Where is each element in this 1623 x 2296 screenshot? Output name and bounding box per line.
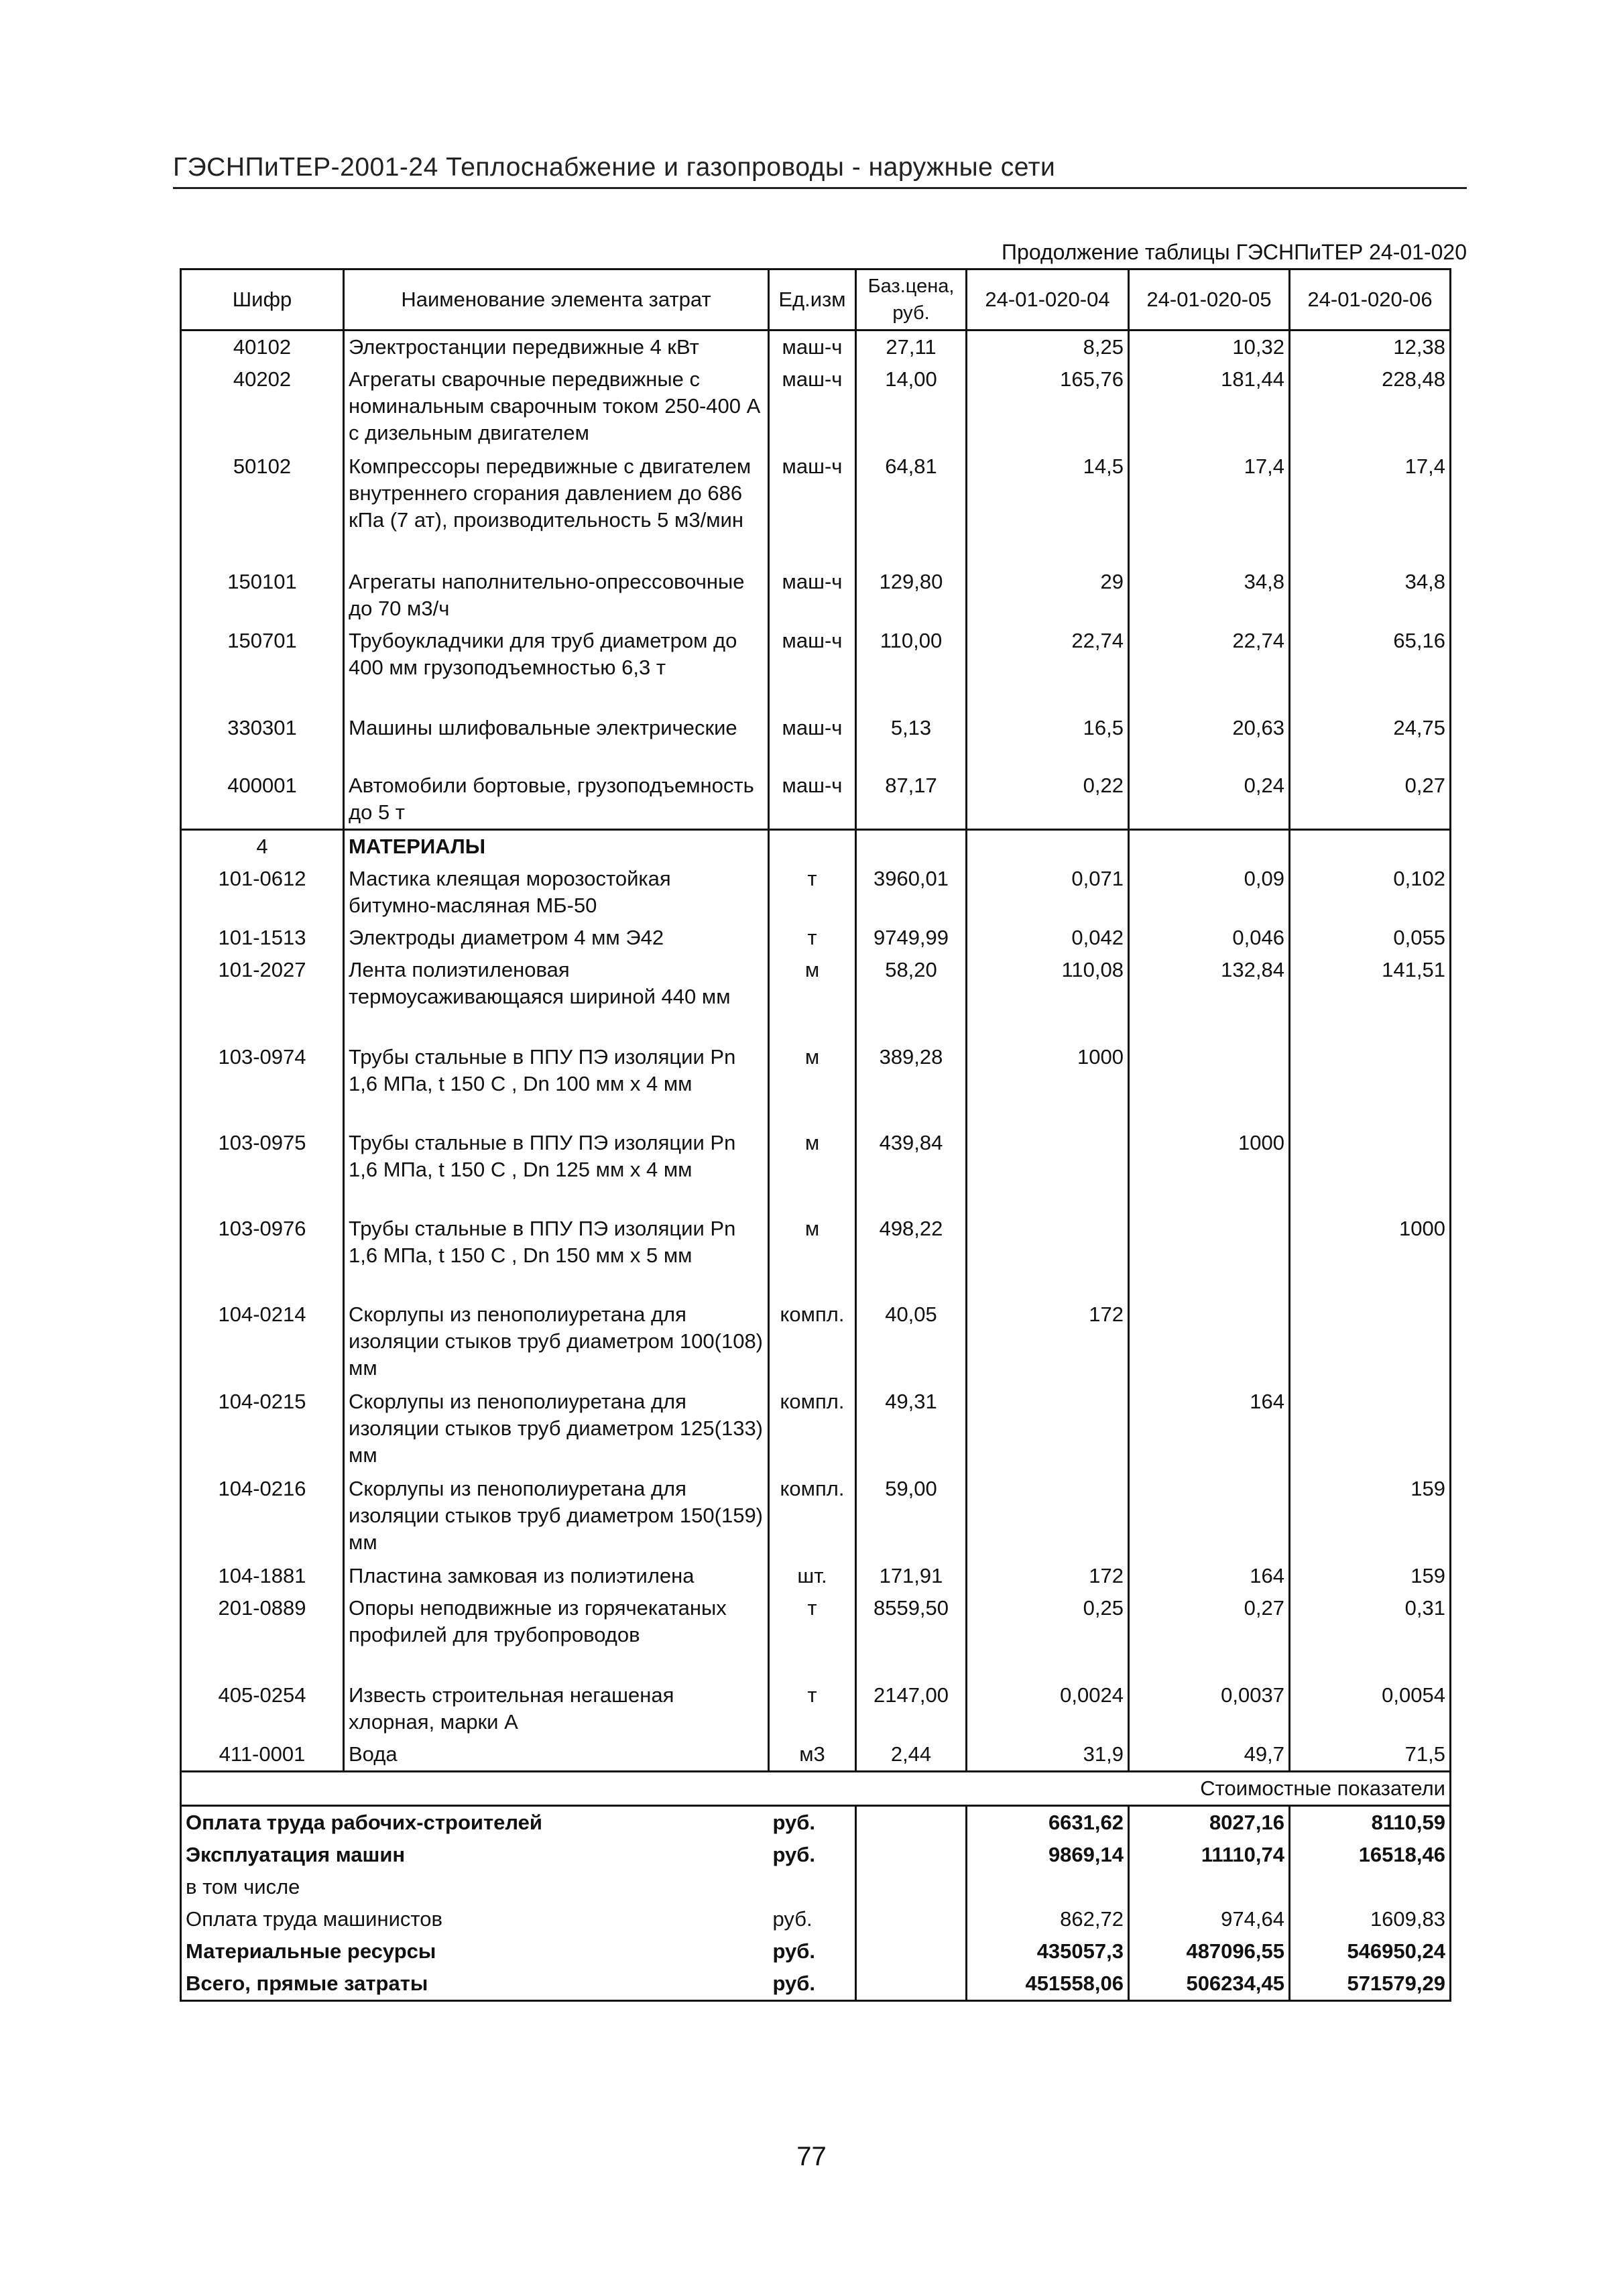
row-value-05 [1129, 1473, 1290, 1560]
summary-value-05: 8027,16 [1129, 1806, 1290, 1839]
row-value-04: 165,76 [967, 363, 1129, 450]
summary-row [181, 1871, 1451, 1903]
row-name: Вода [344, 1738, 769, 1772]
row-value-04: 29 [967, 566, 1129, 625]
row-value-04: 22,74 [967, 625, 1129, 712]
row-price: 5,13 [856, 712, 967, 770]
row-price: 129,80 [856, 566, 967, 625]
row-value-04: 1000 [967, 1041, 1129, 1127]
row-value-06: 0,31 [1290, 1592, 1451, 1679]
row-code: 101-0612 [181, 863, 344, 922]
row-code: 103-0974 [181, 1041, 344, 1127]
row-value-05: 1000 [1129, 1127, 1290, 1213]
row-value-04: 0,25 [967, 1592, 1129, 1679]
row-name: Лента полиэтиленовая термоусаживающаяся шириной 440 мм [344, 954, 769, 1041]
row-name: Трубоукладчики для труб диаметром до 400 мм грузоподъемностью 6,3 т [344, 625, 769, 712]
summary-price-empty [856, 1968, 967, 2001]
row-value-04 [967, 1386, 1129, 1473]
table-row [181, 1592, 1451, 1679]
row-price: 389,28 [856, 1041, 967, 1127]
row-price: 58,20 [856, 954, 967, 1041]
page-number: 77 [796, 2142, 827, 2171]
row-value-04 [967, 1127, 1129, 1213]
row-value-05: 22,74 [1129, 625, 1290, 712]
row-value-05: 0,24 [1129, 770, 1290, 830]
row-value-06 [1290, 1041, 1451, 1127]
table-row [181, 330, 1451, 364]
table-row [181, 770, 1451, 830]
row-name: Трубы стальные в ППУ ПЭ изоляции Pn 1,6 МПа, t 150 С , Dn 150 мм х 5 мм [344, 1213, 769, 1298]
table-row [181, 1679, 1451, 1738]
row-code: 40102 [181, 330, 344, 364]
row-code: 103-0975 [181, 1127, 344, 1213]
row-code: 150701 [181, 625, 344, 712]
summary-label: Эксплуатация машин [181, 1839, 769, 1871]
row-value-05: 34,8 [1129, 566, 1290, 625]
table-row [181, 1738, 1451, 1772]
row-code: 201-0889 [181, 1592, 344, 1679]
row-value-06: 159 [1290, 1473, 1451, 1560]
row-unit: шт. [769, 1560, 856, 1592]
running-header: ГЭСНПиТЕР-2001-24 Теплоснабжение и газопроводы - наружные сети [173, 153, 1056, 182]
row-price: 14,00 [856, 363, 967, 450]
row-value-04: 172 [967, 1298, 1129, 1386]
summary-value-06 [1290, 1871, 1451, 1903]
summary-value-04: 435057,3 [967, 1935, 1129, 1968]
summary-value-05: 506234,45 [1129, 1968, 1290, 2001]
table-row [181, 954, 1451, 1041]
row-value-04: 172 [967, 1560, 1129, 1592]
row-unit: маш-ч [769, 770, 856, 830]
row-code: 40202 [181, 363, 344, 450]
row-value-04 [967, 1473, 1129, 1560]
summary-price-empty [856, 1903, 967, 1935]
table-row [181, 1041, 1451, 1127]
row-code: 150101 [181, 566, 344, 625]
row-value-05: 164 [1129, 1386, 1290, 1473]
row-code: 101-1513 [181, 922, 344, 954]
row-value-06: 0,27 [1290, 770, 1451, 830]
row-price: 59,00 [856, 1473, 967, 1560]
row-unit: маш-ч [769, 566, 856, 625]
summary-label: Всего, прямые затраты [181, 1968, 769, 2001]
row-name: Скорлупы из пенополиуретана для изоляции стыков труб диаметром 100(108) мм [344, 1298, 769, 1386]
summary-label: в том числе [181, 1871, 769, 1903]
col-header-price: Баз.цена, руб. [856, 269, 967, 330]
summary-value-06: 546950,24 [1290, 1935, 1451, 1968]
col-header-v2: 24-01-020-05 [1129, 269, 1290, 330]
summary-price-empty [856, 1871, 967, 1903]
row-unit: т [769, 863, 856, 922]
summary-body [181, 1772, 1451, 2001]
row-name: Скорлупы из пенополиуретана для изоляции стыков труб диаметром 125(133) мм [344, 1386, 769, 1473]
row-code: 400001 [181, 770, 344, 830]
table-row [181, 1213, 1451, 1298]
row-price: 27,11 [856, 330, 967, 364]
table-row [181, 566, 1451, 625]
row-price: 3960,01 [856, 863, 967, 922]
col-header-name: Наименование элемента затрат [344, 269, 769, 330]
row-value-05: 0,0037 [1129, 1679, 1290, 1738]
summary-unit: руб. [769, 1903, 856, 1935]
row-price: 9749,99 [856, 922, 967, 954]
summary-value-04: 9869,14 [967, 1839, 1129, 1871]
row-value-05: 0,046 [1129, 922, 1290, 954]
table-body [181, 330, 1451, 1772]
row-unit: компл. [769, 1298, 856, 1386]
row-name: МАТЕРИАЛЫ [344, 830, 769, 863]
summary-row [181, 1935, 1451, 1968]
table-row [181, 712, 1451, 770]
row-name: Электроды диаметром 4 мм Э42 [344, 922, 769, 954]
row-name: Агрегаты наполнительно-опрессовочные до 70 м3/ч [344, 566, 769, 625]
table-row [181, 1560, 1451, 1592]
row-value-06: 65,16 [1290, 625, 1451, 712]
table-row [181, 863, 1451, 922]
summary-value-05: 487096,55 [1129, 1935, 1290, 1968]
table-row [181, 1386, 1451, 1473]
col-header-unit: Ед.изм [769, 269, 856, 330]
row-value-05 [1129, 1041, 1290, 1127]
summary-label: Оплата труда рабочих-строителей [181, 1806, 769, 1839]
summary-value-05: 974,64 [1129, 1903, 1290, 1935]
row-unit: маш-ч [769, 712, 856, 770]
summary-row [181, 1806, 1451, 1839]
row-code: 104-0216 [181, 1473, 344, 1560]
row-value-06 [1290, 1298, 1451, 1386]
summary-label: Материальные ресурсы [181, 1935, 769, 1968]
row-value-06: 12,38 [1290, 330, 1451, 364]
summary-price-empty [856, 1806, 967, 1839]
row-code: 104-0214 [181, 1298, 344, 1386]
row-value-04: 31,9 [967, 1738, 1129, 1772]
summary-value-06: 16518,46 [1290, 1839, 1451, 1871]
summary-unit: руб. [769, 1839, 856, 1871]
row-unit: т [769, 922, 856, 954]
row-value-04: 0,042 [967, 922, 1129, 954]
row-name: Агрегаты сварочные передвижные с номинальным сварочным током 250-400 А с дизельным двигателем [344, 363, 769, 450]
row-value-06: 17,4 [1290, 450, 1451, 566]
row-value-05: 164 [1129, 1560, 1290, 1592]
row-name: Пластина замковая из полиэтилена [344, 1560, 769, 1592]
row-name: Машины шлифовальные электрические [344, 712, 769, 770]
summary-value-04: 451558,06 [967, 1968, 1129, 2001]
summary-unit [769, 1871, 856, 1903]
row-code: 411-0001 [181, 1738, 344, 1772]
row-code: 101-2027 [181, 954, 344, 1041]
row-unit: т [769, 1679, 856, 1738]
row-unit: т [769, 1592, 856, 1679]
row-value-06: 141,51 [1290, 954, 1451, 1041]
row-value-04: 0,071 [967, 863, 1129, 922]
row-value-05 [1129, 1298, 1290, 1386]
summary-unit: руб. [769, 1968, 856, 2001]
col-header-code: Шифр [181, 269, 344, 330]
row-unit: м [769, 1041, 856, 1127]
row-value-04: 0,22 [967, 770, 1129, 830]
row-value-05: 181,44 [1129, 363, 1290, 450]
row-price: 64,81 [856, 450, 967, 566]
table-header-row [181, 269, 1451, 330]
row-name: Известь строительная негашеная хлорная, марки А [344, 1679, 769, 1738]
row-unit: м [769, 1213, 856, 1298]
row-value-06: 24,75 [1290, 712, 1451, 770]
row-price: 171,91 [856, 1560, 967, 1592]
row-value-06: 34,8 [1290, 566, 1451, 625]
row-price [856, 830, 967, 863]
row-unit: м [769, 954, 856, 1041]
row-name: Трубы стальные в ППУ ПЭ изоляции Pn 1,6 МПа, t 150 С , Dn 125 мм х 4 мм [344, 1127, 769, 1213]
summary-row [181, 1839, 1451, 1871]
row-value-05 [1129, 830, 1290, 863]
row-price: 40,05 [856, 1298, 967, 1386]
row-price: 87,17 [856, 770, 967, 830]
row-name: Скорлупы из пенополиуретана для изоляции стыков труб диаметром 150(159) мм [344, 1473, 769, 1560]
row-value-05: 49,7 [1129, 1738, 1290, 1772]
row-code: 103-0976 [181, 1213, 344, 1298]
row-value-06: 1000 [1290, 1213, 1451, 1298]
table-row [181, 1298, 1451, 1386]
row-unit: маш-ч [769, 330, 856, 364]
summary-value-04: 6631,62 [967, 1806, 1129, 1839]
row-price: 439,84 [856, 1127, 967, 1213]
table-caption: Продолжение таблицы ГЭСНПиТЕР 24-01-020 [1002, 240, 1467, 264]
cost-title-row [181, 1772, 1451, 1806]
row-code: 104-0215 [181, 1386, 344, 1473]
summary-price-empty [856, 1839, 967, 1871]
row-unit: м3 [769, 1738, 856, 1772]
col-header-v3: 24-01-020-06 [1290, 269, 1451, 330]
row-value-04: 16,5 [967, 712, 1129, 770]
row-value-06: 71,5 [1290, 1738, 1451, 1772]
row-value-06: 0,055 [1290, 922, 1451, 954]
row-name: Опоры неподвижные из горячекатаных профилей для трубопроводов [344, 1592, 769, 1679]
summary-row [181, 1968, 1451, 2001]
row-value-04 [967, 830, 1129, 863]
table-row [181, 363, 1451, 450]
table-row [181, 625, 1451, 712]
row-value-06: 0,0054 [1290, 1679, 1451, 1738]
summary-price-empty [856, 1935, 967, 1968]
row-code: 104-1881 [181, 1560, 344, 1592]
row-name: Компрессоры передвижные с двигателем внутреннего сгорания давлением до 686 кПа (7 ат), производительность 5 м3/мин [344, 450, 769, 566]
row-value-05: 132,84 [1129, 954, 1290, 1041]
row-price: 110,00 [856, 625, 967, 712]
row-price: 8559,50 [856, 1592, 967, 1679]
summary-value-05 [1129, 1871, 1290, 1903]
row-value-05: 20,63 [1129, 712, 1290, 770]
row-code: 50102 [181, 450, 344, 566]
row-value-06: 0,102 [1290, 863, 1451, 922]
header-rule [173, 187, 1467, 189]
row-unit: маш-ч [769, 450, 856, 566]
summary-value-04: 862,72 [967, 1903, 1129, 1935]
row-value-04 [967, 1213, 1129, 1298]
row-unit: маш-ч [769, 625, 856, 712]
row-code: 4 [181, 830, 344, 863]
row-value-05: 17,4 [1129, 450, 1290, 566]
row-value-06 [1290, 1127, 1451, 1213]
table-row [181, 830, 1451, 863]
summary-value-04 [967, 1871, 1129, 1903]
row-price: 2,44 [856, 1738, 967, 1772]
row-unit: м [769, 1127, 856, 1213]
summary-unit: руб. [769, 1806, 856, 1839]
table-row [181, 450, 1451, 566]
row-unit: компл. [769, 1386, 856, 1473]
row-price: 49,31 [856, 1386, 967, 1473]
table-row [181, 922, 1451, 954]
row-unit [769, 830, 856, 863]
summary-unit: руб. [769, 1935, 856, 1968]
table-row [181, 1127, 1451, 1213]
summary-row [181, 1903, 1451, 1935]
row-value-05: 0,09 [1129, 863, 1290, 922]
summary-value-06: 1609,83 [1290, 1903, 1451, 1935]
summary-label: Оплата труда машинистов [181, 1903, 769, 1935]
row-name: Автомобили бортовые, грузоподъемность до 5 т [344, 770, 769, 830]
row-name: Трубы стальные в ППУ ПЭ изоляции Pn 1,6 МПа, t 150 С , Dn 100 мм х 4 мм [344, 1041, 769, 1127]
summary-value-06: 8110,59 [1290, 1806, 1451, 1839]
row-value-05: 0,27 [1129, 1592, 1290, 1679]
row-value-04: 110,08 [967, 954, 1129, 1041]
summary-value-06: 571579,29 [1290, 1968, 1451, 2001]
resource-table [180, 268, 1451, 2002]
row-name: Мастика клеящая морозостойкая битумно-масляная МБ-50 [344, 863, 769, 922]
row-unit: маш-ч [769, 363, 856, 450]
row-unit: компл. [769, 1473, 856, 1560]
row-value-04: 14,5 [967, 450, 1129, 566]
row-value-05: 10,32 [1129, 330, 1290, 364]
row-price: 2147,00 [856, 1679, 967, 1738]
row-value-04: 0,0024 [967, 1679, 1129, 1738]
row-value-04: 8,25 [967, 330, 1129, 364]
row-code: 405-0254 [181, 1679, 344, 1738]
col-header-v1: 24-01-020-04 [967, 269, 1129, 330]
table-row [181, 1473, 1451, 1560]
summary-value-05: 11110,74 [1129, 1839, 1290, 1871]
row-code: 330301 [181, 712, 344, 770]
row-value-05 [1129, 1213, 1290, 1298]
row-value-06 [1290, 830, 1451, 863]
row-name: Электростанции передвижные 4 кВт [344, 330, 769, 364]
row-value-06 [1290, 1386, 1451, 1473]
row-value-06: 228,48 [1290, 363, 1451, 450]
row-value-06: 159 [1290, 1560, 1451, 1592]
row-price: 498,22 [856, 1213, 967, 1298]
cost-title: Стоимостные показатели [181, 1772, 1451, 1806]
